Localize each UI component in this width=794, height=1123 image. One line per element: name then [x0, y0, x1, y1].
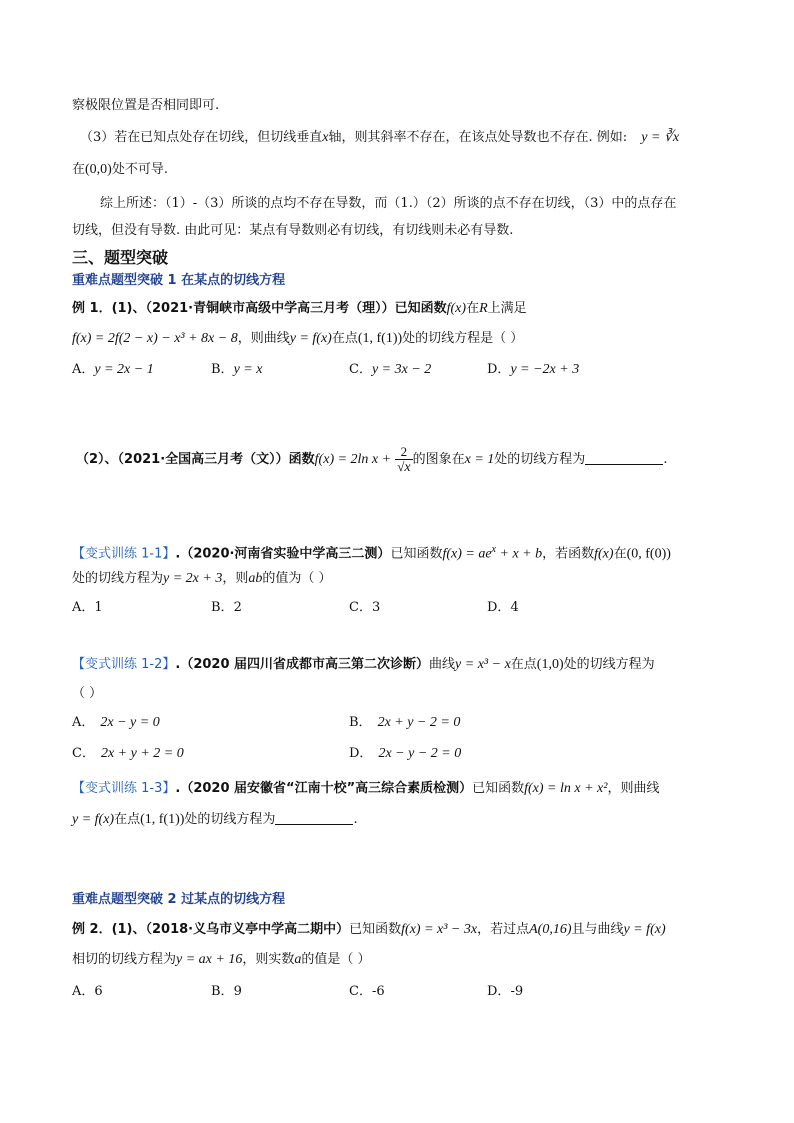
text: 在 — [466, 301, 480, 316]
text: 综上所述：（1）-（3）所谈的点均不存在导数，而（1.）（2）所谈的点不存在切线，（3）中的点存在 — [100, 196, 677, 211]
variant-1-2-line-1: 【变式训练 1-2】.（2020 届四川省成都市高三第二次诊断）曲线y = x³ − x在点(1,0)处的切线方程为 — [72, 657, 655, 672]
example-2-option-d[interactable]: D．-9 — [487, 984, 524, 999]
source: .（2020 届四川省成都市高三第二次诊断） — [175, 657, 430, 672]
variant-1-1-option-a[interactable]: A．1 — [72, 600, 103, 615]
section-title: 三、题型突破 — [72, 248, 169, 267]
variant-1-2-option-b[interactable]: B． 2x + y − 2 = 0 — [349, 715, 461, 730]
example-1-option-d[interactable]: D．y = −2x + 3 — [487, 362, 580, 377]
text: ，则曲线 — [237, 331, 290, 346]
math-point: (1, f(1)) — [140, 812, 185, 827]
math: f(x) = ae — [442, 546, 492, 562]
example-1b-label: （2）、（2021·全国高三月考（文））函数 — [76, 452, 315, 467]
variant-1-2-option-d[interactable]: D． 2x − y − 2 = 0 — [349, 746, 462, 761]
math: y = f(x) — [289, 331, 332, 346]
source: .（2020 届安徽省“江南十校”高三综合素质检测） — [175, 781, 473, 796]
math-point: (0, f(0)) — [626, 546, 671, 562]
math: y = ax + 16 — [176, 952, 243, 967]
math: y = f(x) — [623, 922, 666, 937]
variant-tag: 【变式训练 1-2】 — [72, 657, 176, 672]
text: 处的切线方程是（ ） — [402, 331, 524, 346]
source: .（2020·河南省实验中学高三二测） — [175, 546, 391, 562]
math: f(x) = x³ − 3x — [401, 922, 478, 937]
text: 在 — [72, 162, 86, 177]
variant-1-2-option-a[interactable]: A． 2x − y = 0 — [72, 715, 160, 730]
intro-line-1 — [72, 96, 219, 116]
math-point: A(0,16) — [529, 922, 572, 937]
variant-tag: 【变式训练 1-1】 — [72, 546, 176, 562]
example-2-line-2: 相切的切线方程为y = ax + 16，则实数a的值是（ ） — [72, 952, 371, 967]
intro-line-4 — [100, 194, 676, 214]
variant-1-1-option-b[interactable]: B．2 — [211, 600, 242, 615]
math: f(x) = ln x + x² — [524, 781, 608, 796]
math-cbrt: y = ∛x — [641, 130, 680, 145]
example-1b-line: （2）、（2021·全国高三月考（文））函数f(x) = 2ln x + $\frac{2}{√x}$ 的图象在x = 1处的切线方程为 . — [76, 443, 668, 475]
example-2-line-1: 例 2．(1)、（2018·义乌市义亭中学高二期中）已知函数f(x) = x³ − 3x，若过点A(0,16)且与曲线y = f(x) — [72, 922, 666, 937]
math-point: (1,0) — [536, 657, 564, 672]
text: 轴，则其斜率不存在，在该点处导数也不存在. 例如: — [328, 130, 628, 145]
example-2-option-c[interactable]: C．-6 — [349, 984, 385, 999]
answer-blank[interactable] — [585, 450, 663, 465]
math: f(x) — [446, 301, 467, 316]
text: 上满足 — [487, 301, 527, 316]
example-1-option-b[interactable]: B．y = x — [211, 362, 263, 377]
example-2-option-a[interactable]: A．6 — [72, 984, 103, 999]
math: f(x) = 2ln x + — [314, 452, 392, 467]
math: y = 2x + 3 — [163, 571, 223, 586]
variant-1-3-line-1: 【变式训练 1-3】.（2020 届安徽省“江南十校”高三综合素质检测）已知函数f(x) = ln x + x²，则曲线 — [72, 781, 660, 796]
variant-1-2-option-c[interactable]: C． 2x + y + 2 = 0 — [72, 746, 184, 761]
math-equation: f(x) = 2f(2 − x) − x³ + 8x − 8 — [72, 331, 238, 346]
math: y = x³ − x — [455, 657, 511, 672]
variant-1-3-line-2: y = f(x)在点(1, f(1))处的切线方程为 . — [72, 812, 358, 827]
variant-1-1-option-c[interactable]: C．3 — [349, 600, 381, 615]
math: y = f(x) — [72, 812, 115, 827]
variant-tag: 【变式训练 1-3】 — [72, 781, 176, 796]
variant-1-1-line-1: 【变式训练 1-1】.（2020·河南省实验中学高三二测）已知函数$f(x) = ae^x + x + b$，若函数f(x)在(0, f(0)) — [72, 544, 671, 562]
text: 处不可导. — [111, 162, 168, 177]
example-2-label: 例 2．(1)、（2018·义乌市义亭中学高二期中） — [72, 922, 350, 937]
topic-2-heading: 重难点题型突破 2 过某点的切线方程 — [72, 892, 286, 907]
math-point: (1, f(1)) — [357, 331, 403, 346]
example-1-option-c[interactable]: C．y = 3x − 2 — [349, 362, 432, 377]
math: R — [479, 301, 488, 316]
math: x = 1 — [464, 452, 495, 467]
text: 在点 — [331, 331, 358, 346]
intro-line-2 — [80, 128, 679, 148]
example-1-option-a[interactable]: A．y = 2x − 1 — [72, 362, 154, 377]
example-1-label: 例 1．(1)、（2021·青铜峡市高级中学高三月考（理））已知函数 — [72, 301, 447, 316]
text: （3）若在已知点处存在切线，但切线垂直 — [80, 130, 323, 145]
intro-line-5 — [72, 221, 513, 241]
math-fraction: $\frac{2}{√x}$ — [397, 443, 411, 475]
math-x: x — [322, 130, 329, 145]
example-1-line-2 — [72, 329, 523, 349]
math-point: (0,0) — [85, 162, 112, 177]
topic-1-heading: 重难点题型突破 1 在某点的切线方程 — [72, 273, 286, 288]
variant-1-1-option-d[interactable]: D．4 — [487, 600, 519, 615]
example-1-line-1 — [72, 299, 527, 319]
answer-blank[interactable] — [275, 810, 353, 825]
variant-1-1-line-2: 处的切线方程为y = 2x + 3，则ab的值为（ ） — [72, 571, 332, 586]
intro-line-3 — [72, 160, 168, 180]
text: 处的切线方程为 — [494, 452, 586, 467]
variant-1-2-line-2: （ ） — [72, 686, 103, 701]
text: 的图象在 — [412, 452, 465, 467]
text: 切线，但没有导数. 由此可见：某点有导数则必有切线，有切线则未必有导数. — [72, 223, 514, 238]
text: 察极限位置是否相同即可. — [72, 98, 220, 113]
example-2-option-b[interactable]: B．9 — [211, 984, 242, 999]
